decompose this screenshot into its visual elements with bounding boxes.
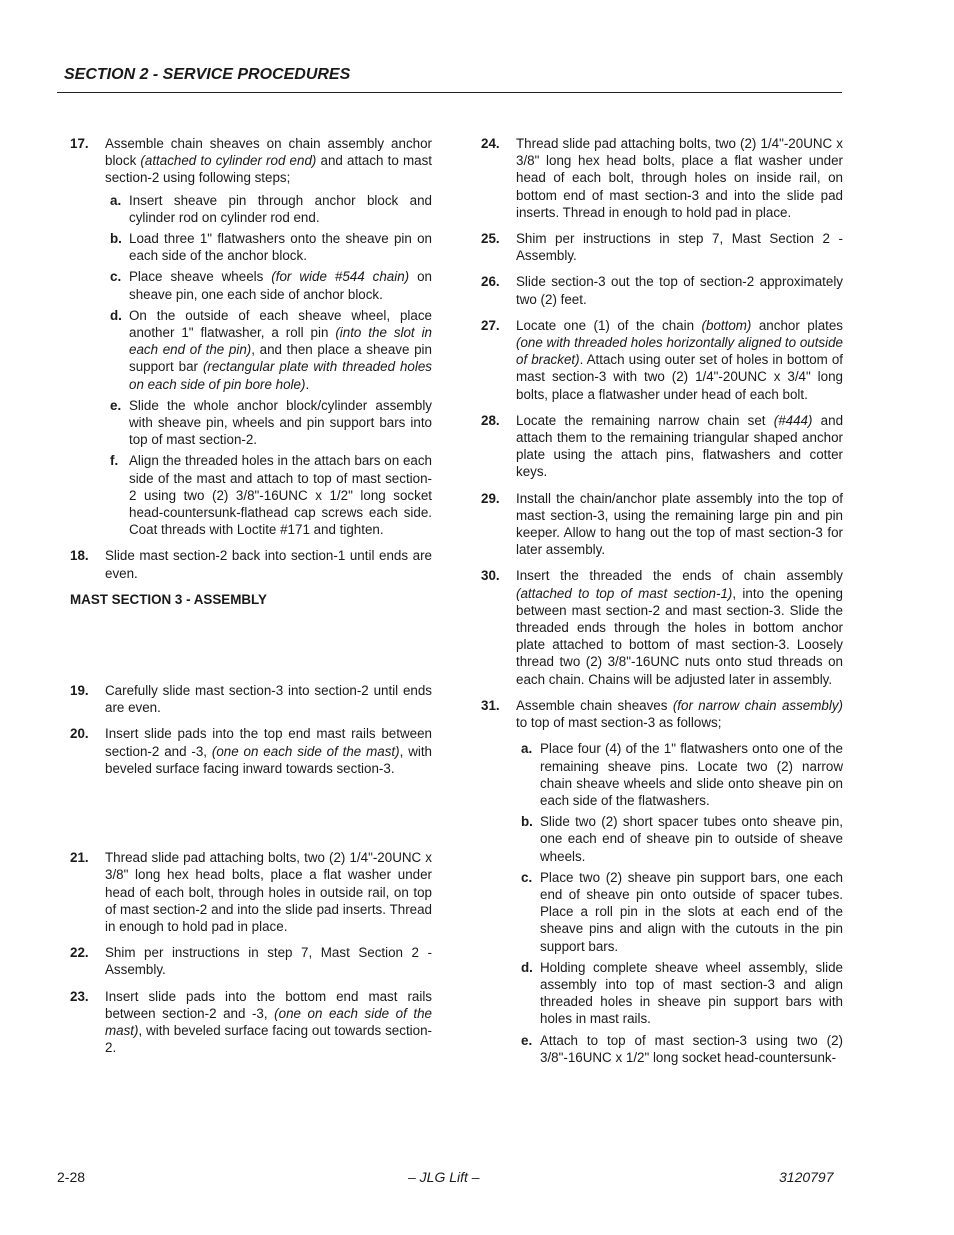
step-note: (one on each side of the mast) <box>211 743 400 759</box>
step-note: (one with threaded holes horizontally aligned to outside of bracket) <box>516 335 843 368</box>
step-note: (attached to top of mast section-1) <box>516 585 733 601</box>
substep-letter: c. <box>110 269 122 285</box>
step-text: Insert slide pads into the top end mast rails between section-2 and -3, <box>105 726 432 759</box>
substep-31c <box>481 869 843 955</box>
step-20 <box>70 725 432 777</box>
step-number: 26. <box>481 274 500 290</box>
step-31 <box>481 697 843 731</box>
substep-17b <box>70 230 432 264</box>
substep-text: Attach to top of mast section-3 using two (2) 3/8"-16UNC x 1/2" long socket head-countersunk- <box>540 1032 843 1065</box>
substep-text: Align the threaded holes in the attach bars on each side of the mast and attach to top of mast section-2 using two (2) 3/8"-16UNC x 1/2" long socket head-countersunk-flathead cap screws each side. Coat threads with Loctite #171 and tighten. <box>129 453 432 538</box>
step-text: anchor plates <box>751 317 844 333</box>
step-30 <box>481 567 843 687</box>
step-text: to top of mast section-3 as follows; <box>516 715 722 731</box>
substep-letter: b. <box>110 231 122 247</box>
step-text: , with beveled surface facing out towards section-2. <box>105 1022 432 1056</box>
substep-17a <box>70 192 432 226</box>
substep-text: Insert sheave pin through anchor block and cylinder rod on cylinder rod end. <box>129 192 432 225</box>
substep-text: Slide the whole anchor block/cylinder assembly with sheave pin, wheels and pin support bars into top of mast section-2. <box>129 397 432 448</box>
step-text: Locate one (1) of the chain <box>516 317 702 333</box>
substep-text: Place four (4) of the 1" flatwashers onto one of the remaining sheave pins. Locate two (2) narrow chain sheave wheels and slide onto sheave pin on each side of the flatwashers. <box>540 741 843 808</box>
step-note: (attached to cylinder rod end) <box>140 153 317 169</box>
substep-letter: f. <box>110 453 119 469</box>
step-text: Carefully slide mast section-3 into section-2 until ends are even. <box>105 683 432 716</box>
step-26 <box>481 273 843 307</box>
step-18 <box>70 547 432 581</box>
substep-17d <box>70 307 432 393</box>
substep-letter: e. <box>521 1032 533 1048</box>
substep-text: Place sheave wheels <box>129 269 272 285</box>
section-heading: MAST SECTION 3 - ASSEMBLY <box>70 591 267 607</box>
step-text: , into the opening between mast section-2 and mast section-3. Slide the threaded ends through the holes in bottom anchor plate attached to bottom of mast section-3. Loosely thread two (2) 3/8"-16UNC nuts onto stud threads on each chain. Chains will be adjusted later in assembly. <box>516 585 843 687</box>
footer-brand: – JLG Lift – <box>408 1169 480 1185</box>
substep-31d <box>481 959 843 1028</box>
substep-note: (into the slot in each end of the pin) <box>129 325 432 358</box>
step-number: 21. <box>70 850 89 866</box>
left-column <box>70 135 432 1056</box>
step-text: Assemble chain sheaves on chain assembly anchor block <box>105 136 432 169</box>
step-note: (#444) <box>773 412 813 428</box>
step-text: and attach them to the remaining triangular shaped anchor plate using the attach pins, flatwashers and cotter keys. <box>516 412 844 480</box>
document-number: 3120797 <box>779 1169 834 1185</box>
step-27 <box>481 317 843 403</box>
step-number: 23. <box>70 988 89 1004</box>
step-number: 31. <box>481 697 500 713</box>
section-title: SECTION 2 - SERVICE PROCEDURES <box>64 66 351 83</box>
substep-note: (rectangular plate with threaded holes on each side of pin bore hole) <box>129 359 432 392</box>
step-number: 18. <box>70 548 89 564</box>
substep-letter: a. <box>521 741 533 757</box>
step-21 <box>70 849 432 935</box>
page-number: 2-28 <box>57 1169 86 1185</box>
substep-text: Slide two (2) short spacer tubes onto sheave pin, one each end of sheave pin to outside of sheave wheels. <box>540 814 843 864</box>
step-22 <box>70 944 432 978</box>
step-number: 22. <box>70 945 89 961</box>
right-column <box>481 135 843 1066</box>
step-29 <box>481 490 843 559</box>
step-text: Thread slide pad attaching bolts, two (2) 1/4"-20UNC x 3/8" long hex head bolts, place a flat washer under head of each bolt, through holes on inside rail, on bottom end of mast section-3 and into the slide pad inserts. Thread in enough to hold pad in place. <box>516 136 843 220</box>
substep-letter: b. <box>521 814 533 830</box>
step-text: Insert the threaded the ends of chain assembly <box>516 568 843 584</box>
substep-text: Place two (2) sheave pin support bars, one each end of sheave pin onto outside of spacer tubes. Place a roll pin in the slots at each end of the sheave pins and align with the cutouts in the pin support bars. <box>540 869 843 954</box>
substep-text: Holding complete sheave wheel assembly, slide assembly into top of mast section-3 and align threaded holes in sheave pin support bars with holes in mast rails. <box>540 959 843 1027</box>
substep-text: Load three 1" flatwashers onto the sheave pin on each side of the anchor block. <box>129 231 432 264</box>
step-text: and attach to mast section-2 using following steps; <box>105 153 432 186</box>
substep-letter: e. <box>110 397 122 413</box>
substep-letter: a. <box>110 192 122 208</box>
step-28 <box>481 412 843 481</box>
step-note: (for narrow chain assembly) <box>672 697 843 713</box>
step-text: Shim per instructions in step 7, Mast Section 2 - Assembly. <box>516 231 843 264</box>
substep-text: , and then place a sheave pin support bar <box>129 342 432 375</box>
substep-text: . <box>305 376 310 392</box>
step-text: Install the chain/anchor plate assembly into the top of mast section-3, using the remaining large pin and pin keeper. Allow to hang out the top of mast section-3 for later assembly. <box>516 490 843 558</box>
substep-letter: d. <box>110 307 122 323</box>
substep-17f <box>70 452 432 538</box>
substep-31a <box>481 740 843 809</box>
page-header <box>57 64 842 93</box>
step-number: 29. <box>481 490 500 506</box>
step-number: 25. <box>481 231 500 247</box>
step-text: . Attach using outer set of holes in bottom of mast section-3 with two (2) 1/4"-20UNC x 3/4" long bolts, place a flatwasher under head of each bolt. <box>516 352 844 402</box>
step-number: 24. <box>481 136 500 151</box>
step-number: 19. <box>70 683 89 699</box>
step-note: (one on each side of the mast) <box>105 1005 433 1038</box>
substep-text: on sheave pin, one each side of anchor block. <box>129 269 432 302</box>
step-text: Slide mast section-2 back into section-1 until ends are even. <box>105 548 432 581</box>
step-text: Insert slide pads into the bottom end mast rails between section-2 and -3, <box>105 988 432 1021</box>
step-text: , with beveled surface facing inward towards section-3. <box>105 743 433 776</box>
substep-note: (for wide #544 chain) <box>271 269 410 285</box>
substep-17c <box>70 268 432 302</box>
step-number: 20. <box>70 726 89 742</box>
substep-letter: d. <box>521 959 533 975</box>
step-text: Slide section-3 out the top of section-2 approximately two (2) feet. <box>516 274 843 307</box>
substep-31b <box>481 813 843 865</box>
substep-text: On the outside of each sheave wheel, place another 1" flatwasher, a roll pin <box>129 307 432 341</box>
step-25 <box>481 230 843 264</box>
step-note: (bottom) <box>701 317 752 333</box>
step-19 <box>70 682 432 716</box>
step-text: Shim per instructions in step 7, Mast Section 2 - Assembly. <box>105 945 432 978</box>
step-number: 17. <box>70 136 89 151</box>
step-23 <box>70 988 432 1057</box>
step-17 <box>70 135 432 187</box>
step-text: Thread slide pad attaching bolts, two (2) 1/4"-20UNC x 3/8" long hex head bolts, place a flat washer under head of each bolt, through holes in outside rail, on top of mast section-2 and into the slide pad inserts. Thread in enough to hold pad in place. <box>105 850 432 934</box>
substep-letter: c. <box>521 869 533 885</box>
step-text: Locate the remaining narrow chain set <box>516 412 774 428</box>
step-number: 28. <box>481 412 500 428</box>
step-number: 27. <box>481 317 500 333</box>
substep-31e <box>481 1032 843 1066</box>
step-text: Assemble chain sheaves <box>516 697 673 713</box>
step-number: 30. <box>481 568 500 584</box>
step-24 <box>481 135 843 221</box>
substep-17e <box>70 397 432 449</box>
